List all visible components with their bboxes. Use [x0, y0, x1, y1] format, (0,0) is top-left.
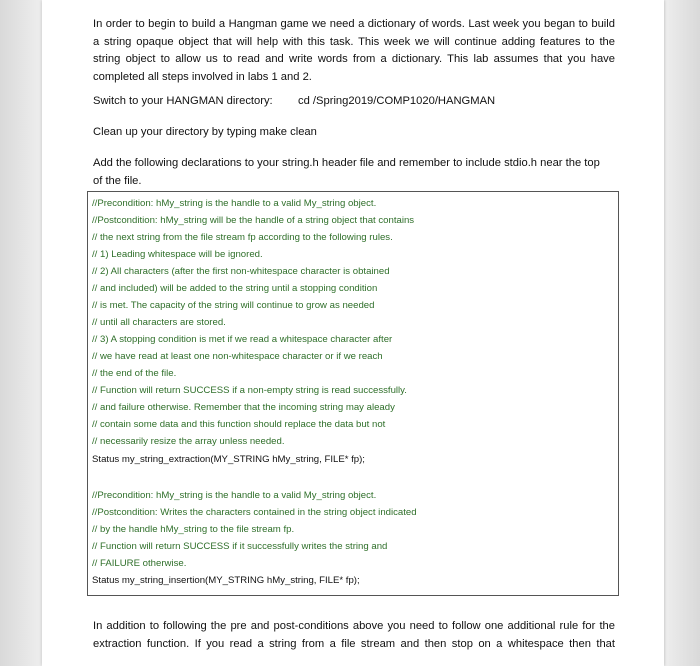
- code-comment-line: // the next string from the file stream fp according to the following rules.: [92, 232, 393, 243]
- followup-line: In addition to following the pre and post-conditions above you need to follow one additional rule for the: [93, 620, 615, 632]
- code-comment-line: // and failure otherwise. Remember that the incoming string may aleady: [92, 402, 395, 413]
- viewer-right-margin: [664, 0, 700, 666]
- declarations-line: of the file.: [93, 174, 142, 187]
- intro-line: completed all steps involved in labs 1 and 2.: [93, 70, 312, 83]
- code-comment-line: // by the handle hMy_string to the file stream fp.: [92, 524, 295, 535]
- code-comment-line: // 3) A stopping condition is met if we read a whitespace character after: [92, 334, 393, 345]
- code-comment-line: //Postcondition: Writes the characters contained in the string object indicated: [92, 507, 417, 518]
- code-comment-line: // until all characters are stored.: [92, 317, 226, 328]
- code-comment-line: // and included) will be added to the string until a stopping condition: [92, 283, 378, 294]
- cleanup-instruction: Clean up your directory by typing make clean: [93, 126, 317, 138]
- code-comment-line: // Function will return SUCCESS if it successfully writes the string and: [92, 541, 388, 552]
- document-page: [42, 0, 664, 666]
- intro-line: In order to begin to build a Hangman game we need a dictionary of words. Last week you began to build: [93, 18, 615, 30]
- code-comment-line: // 1) Leading whitespace will be ignored.: [92, 249, 263, 260]
- code-comment-line: // FAILURE otherwise.: [92, 558, 187, 569]
- code-comment-line: //Precondition: hMy_string is the handle to a valid My_string object.: [92, 490, 377, 501]
- code-comment-line: //Precondition: hMy_string is the handle to a valid My_string object.: [92, 198, 377, 209]
- extraction-declaration: Status my_string_extraction(MY_STRING hMy_string, FILE* fp);: [92, 454, 365, 465]
- switch-directory-command: cd /Spring2019/COMP1020/HANGMAN: [298, 95, 496, 107]
- declarations-paragraph: [93, 154, 615, 189]
- viewer-left-margin: [0, 0, 41, 666]
- code-comment-line: // necessarily resize the array unless needed.: [92, 436, 285, 447]
- code-comment-line: // the end of the file.: [92, 368, 177, 379]
- intro-line: a string opaque object that will help with this task. This week we will continue adding features to the: [93, 35, 615, 48]
- switch-directory-label: Switch to your HANGMAN directory:: [93, 95, 273, 107]
- code-comment-line: // 2) All characters (after the first non-whitespace character is obtained: [92, 266, 390, 277]
- intro-line: string object to allow us to read and write words from a dictionary. This lab assumes that you have: [93, 53, 615, 66]
- code-comment-line: // contain some data and this function should replace the data but not: [92, 419, 386, 430]
- followup-paragraph: [93, 617, 615, 652]
- followup-line: extraction function. If you read a string from a file stream and then stop on a whitespace then that: [93, 637, 615, 650]
- code-block: [87, 191, 619, 596]
- code-comment-line: // we have read at least one non-whitespace character or if we reach: [92, 351, 383, 362]
- insertion-declaration: Status my_string_insertion(MY_STRING hMy_string, FILE* fp);: [92, 575, 360, 586]
- code-comment-line: //Postcondition: hMy_string will be the handle of a string object that contains: [92, 215, 415, 226]
- declarations-line: Add the following declarations to your string.h header file and remember to include stdio.h near the top: [93, 157, 600, 169]
- code-comment-line: // Function will return SUCCESS if a non-empty string is read successfully.: [92, 385, 407, 396]
- intro-paragraph: [93, 15, 615, 85]
- code-comment-line: // is met. The capacity of the string will continue to grow as needed: [92, 300, 375, 311]
